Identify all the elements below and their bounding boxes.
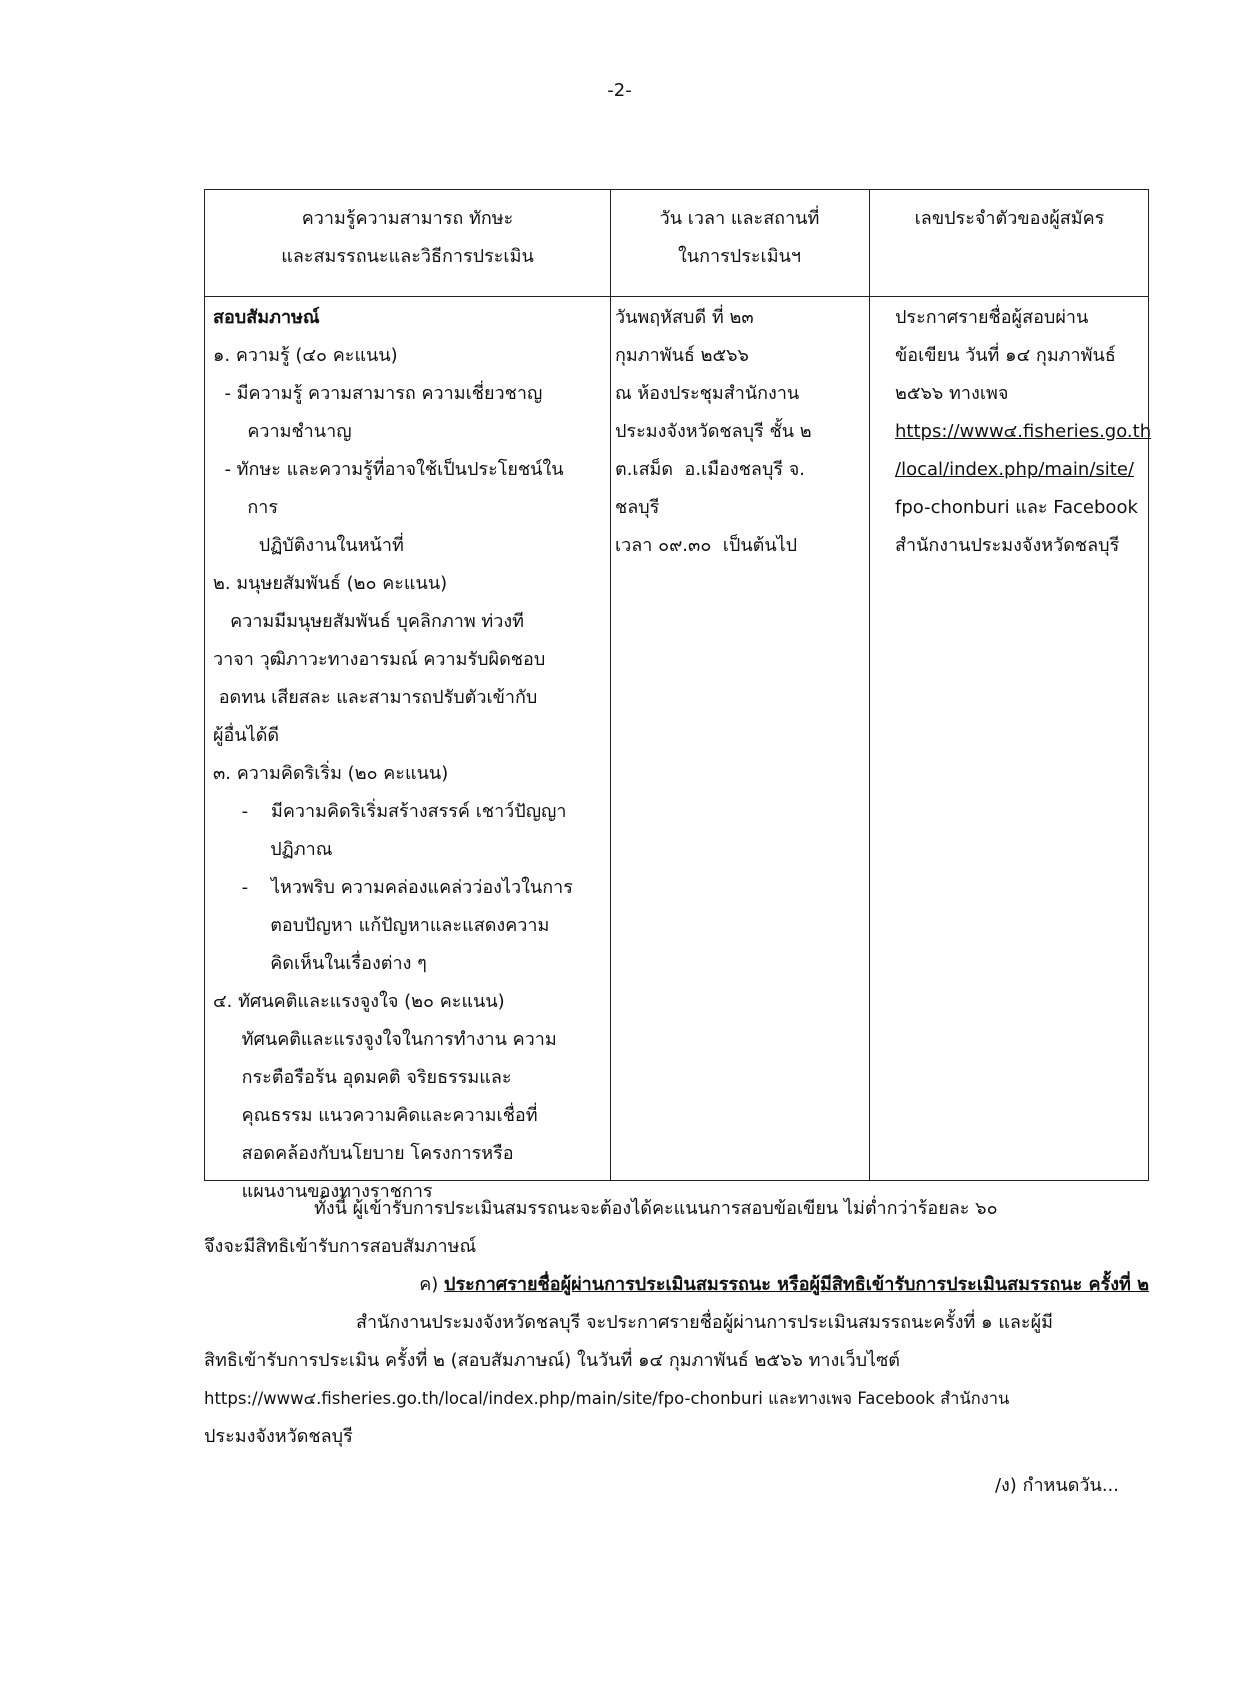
competency-line: คุณธรรม แนวความคิดและความเชื่อที่	[213, 1105, 538, 1126]
table-header-divider	[205, 296, 1148, 297]
announce-line-7: สำนักงานประมงจังหวัดชลบุรี	[895, 535, 1120, 556]
announcement-line-1: สำนักงานประมงจังหวัดชลบุรี จะประกาศรายชื่อผู้ผ่านการประเมินสมรรถนะครั้งที่ ๑ และผู้มี	[356, 1312, 1053, 1333]
schedule-line: กุมภาพันธ์ ๒๕๖๖	[615, 345, 749, 366]
schedule-line: ประมงจังหวัดชลบุรี ชั้น ๒	[615, 421, 812, 442]
header-schedule	[610, 200, 869, 276]
competency-line: ทัศนคติและแรงจูงใจในการทำงาน ความ	[213, 1029, 557, 1050]
section-title: ประกาศรายชื่อผู้ผ่านการประเมินสมรรถนะ หรือผู้มีสิทธิเข้ารับการประเมินสมรรถนะ ครั้งที่ ๒	[444, 1274, 1149, 1295]
requirement-line-2: จึงจะมีสิทธิเข้ารับการสอบสัมภาษณ์	[204, 1236, 477, 1257]
table-divider-1	[610, 190, 611, 1180]
competency-lines	[213, 337, 608, 1211]
section-prefix: ค)	[419, 1274, 445, 1295]
competency-line: คิดเห็นในเรื่องต่าง ๆ	[213, 953, 427, 974]
schedule-cell	[615, 299, 865, 565]
schedule-line: ต.เสม็ด อ.เมืองชลบุรี จ.	[615, 459, 806, 480]
competency-line: ปฏิภาณ	[213, 839, 333, 860]
assessment-table	[204, 189, 1152, 1202]
announce-line-3: ๒๕๖๖ ทางเพจ	[895, 383, 1009, 404]
competency-line: อดทน เสียสละ และสามารถปรับตัวเข้ากับ	[213, 687, 538, 708]
competency-cell	[213, 299, 608, 1211]
header-applicant-id	[869, 200, 1150, 238]
requirement-line-1: ทั้งนี้ ผู้เข้ารับการประเมินสมรรถนะจะต้องได้คะแนนการสอบข้อเขียน ไม่ต่ำกว่าร้อยละ ๖๐	[314, 1198, 998, 1219]
competency-line: - ทักษะ และความรู้ที่อาจใช้เป็นประโยชน์ใน	[213, 459, 564, 480]
competency-line: ผู้อื่นได้ดี	[213, 725, 280, 746]
announcement-line-2: สิทธิเข้ารับการประเมิน ครั้งที่ ๒ (สอบสัมภาษณ์) ในวันที่ ๑๔ กุมภาพันธ์ ๒๕๖๖ ทางเว็บไซต์	[204, 1350, 900, 1371]
competency-line: ๑. ความรู้ (๔๐ คะแนน)	[213, 345, 398, 366]
competency-line: สอดคล้องกับนโยบาย โครงการหรือ	[213, 1143, 514, 1164]
announce-line-6: fpo-chonburi และ Facebook	[895, 497, 1138, 518]
table-divider-2	[869, 190, 870, 1180]
competency-line: ๓. ความคิดริเริ่ม (๒๐ คะแนน)	[213, 763, 449, 784]
competency-line: ความชำนาญ	[213, 421, 352, 442]
interview-title: สอบสัมภาษณ์	[213, 307, 320, 328]
competency-line: - มีความรู้ ความสามารถ ความเชี่ยวชาญ	[213, 383, 543, 404]
requirement-paragraph	[204, 1190, 1149, 1266]
competency-line: ๒. มนุษยสัมพันธ์ (๒๐ คะแนน)	[213, 573, 448, 594]
website-link-2[interactable]: /local/index.php/main/site/	[895, 459, 1134, 480]
schedule-line: ชลบุรี	[615, 497, 660, 518]
competency-line: กระตือรือร้น อุดมคติ จริยธรรมและ	[213, 1067, 512, 1088]
announcement-paragraph	[204, 1304, 1149, 1456]
header-competency	[205, 200, 610, 276]
competency-line: ตอบปัญหา แก้ปัญหาและแสดงความ	[213, 915, 550, 936]
schedule-lines	[615, 299, 865, 565]
competency-line: แผนงานของทางราชการ	[213, 1181, 433, 1202]
competency-line: ๔. ทัศนคติและแรงจูงใจ (๒๐ คะแนน)	[213, 991, 505, 1012]
announcement-line-4: ประมงจังหวัดชลบุรี	[204, 1426, 353, 1447]
competency-line: ความมีมนุษยสัมพันธ์ บุคลิกภาพ ท่วงที	[213, 611, 525, 632]
announce-line-1: ประกาศรายชื่อผู้สอบผ่าน	[895, 307, 1089, 328]
competency-line: - ไหวพริบ ความคล่องแคล่วว่องไวในการ	[213, 877, 573, 898]
page-number: -2-	[607, 80, 632, 101]
announcement-line-3: https://www๔.fisheries.go.th/local/index.php/main/site/fpo-chonburi และทางเพจ Facebook สำนักงาน	[204, 1389, 1010, 1408]
competency-line: ปฏิบัติงานในหน้าที่	[213, 535, 404, 556]
applicant-id-cell	[895, 299, 1152, 565]
schedule-line: เวลา ๐๙.๓๐ เป็นต้นไป	[615, 535, 798, 556]
competency-line: - มีความคิดริเริ่มสร้างสรรค์ เชาว์ปัญญา	[213, 801, 567, 822]
next-page-marker: /ง) กำหนดวัน...	[994, 1475, 1119, 1496]
header-applicant-id-line: เลขประจำตัวของผู้สมัคร	[914, 208, 1105, 229]
schedule-line: ณ ห้องประชุมสำนักงาน	[615, 383, 800, 404]
schedule-line: วันพฤหัสบดี ที่ ๒๓	[615, 307, 754, 328]
header-competency-line: ความรู้ความสามารถ ทักษะ และสมรรถนะและวิธีการประเมิน	[281, 208, 534, 267]
competency-line: วาจา วุฒิภาวะทางอารมณ์ ความรับผิดชอบ	[213, 649, 546, 670]
website-link-1[interactable]: https://www๔.fisheries.go.th	[895, 421, 1152, 442]
announce-line-2: ข้อเขียน วันที่ ๑๔ กุมภาพันธ์	[895, 345, 1116, 366]
competency-line: การ	[213, 497, 279, 518]
header-schedule-line: วัน เวลา และสถานที่ ในการประเมินฯ	[659, 208, 820, 267]
section-heading	[204, 1266, 1149, 1304]
